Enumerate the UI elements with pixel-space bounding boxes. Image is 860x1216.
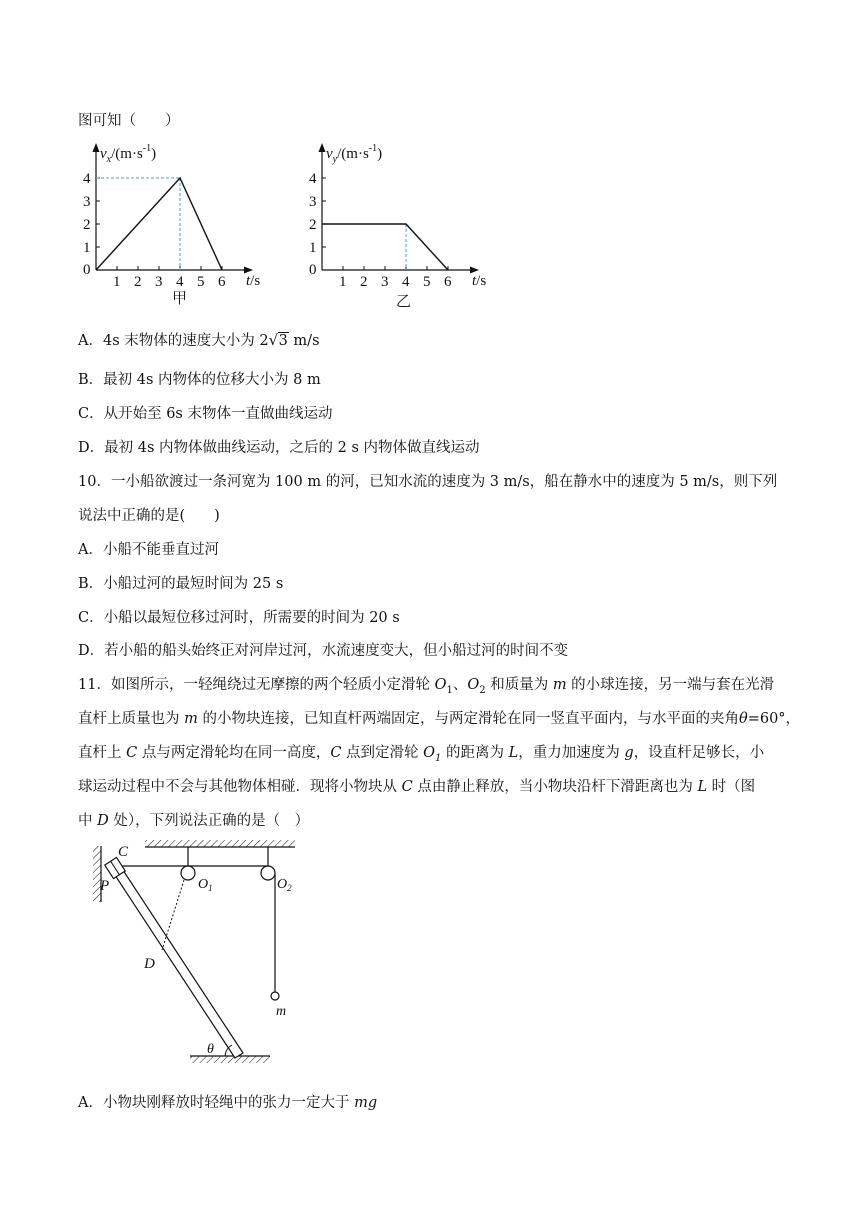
q11-stem-line2: 直杆上质量也为 m 的小物块连接，已知直杆两端固定，与两定滑轮在同一竖直平面内，与水平面的夹角θ=60°，	[78, 711, 801, 727]
chart-jia-y-label: v	[100, 146, 107, 162]
chart-yi-origin: 0	[309, 262, 317, 278]
yi-x-tick-label: 3	[381, 274, 389, 290]
ceiling-hatch	[145, 840, 295, 847]
label-m: m	[276, 1004, 287, 1019]
q11-stem-line4: 球运动过程中不会与其他物体相碰．现将小物块从 C 点由静止释放，当小物块沿杆下滑距离也为 L 时（图	[78, 779, 756, 795]
pulley-o1	[181, 866, 195, 880]
svg-text:t/s: t/s	[246, 273, 261, 289]
jia-x-tick-label: 4	[176, 274, 184, 290]
q11-stem-line1: 11．如图所示，一轻绳绕过无摩擦的两个轻质小定滑轮 $O_1$、$O_2$ 和质量为 m 的小球连接，另一端与套在光滑	[78, 677, 775, 696]
q10-stem-line2: 说法中正确的是( )	[78, 508, 220, 524]
q11-option-a: A．小物块刚释放时轻绳中的张力一定大于 mg	[78, 1095, 378, 1111]
svg-text:t/s: t/s	[472, 273, 487, 289]
q11-stem-line3: 直杆上 C 点与两定滑轮均在同一高度，C 点到定滑轮 $O_1$ 的距离为 L，重力加速度为 g，设直杆足够长，小	[78, 745, 765, 764]
chart-yi-x-label: t	[472, 273, 477, 289]
jia-x-tick-label: 1	[113, 274, 121, 290]
yi-y-tick-label: 1	[309, 240, 317, 256]
jia-y-tick-label: 1	[83, 240, 91, 256]
q9-option-d: D．最初 4s 内物体做曲线运动，之后的 2 s 内物体做直线运动	[78, 440, 480, 456]
chart-yi-caption: 乙	[396, 294, 412, 310]
jia-x-tick-label: 6	[218, 274, 226, 290]
q9-option-c: C．从开始至 6s 末物体一直做曲线运动	[78, 406, 333, 422]
inclined-rod	[109, 861, 243, 1058]
label-p: P	[100, 878, 110, 894]
svg-text:vx/(m·s-1): $v_x/(m\cdot s^{-1})$	[100, 143, 157, 165]
chart-jia	[80, 140, 280, 310]
chart-jia-origin: 0	[83, 262, 91, 278]
yi-x-tick-label: 5	[423, 274, 431, 290]
floor-hatch	[190, 1056, 270, 1063]
chart-jia-series-line	[96, 178, 222, 270]
chart-yi-y-label: v	[326, 146, 333, 162]
svg-text:O1: $O_1$	[198, 877, 213, 893]
q11-stem-line5: 中 D 处），下列说法正确的是（ ）	[78, 813, 310, 829]
yi-y-tick-label: 3	[309, 194, 317, 210]
ball-m	[271, 992, 279, 1000]
yi-y-tick-label: 2	[309, 217, 317, 233]
q10-option-a: A．小船不能垂直过河	[78, 542, 219, 558]
svg-text:O2: $O_2$	[277, 877, 292, 893]
yi-x-tick-label: 6	[444, 274, 452, 290]
q10-option-d: D．若小船的船头始终正对河岸过河，水流速度变大，但小船过河的时间不变	[78, 643, 569, 659]
label-theta: θ	[207, 1042, 214, 1057]
q10-option-b: B．小船过河的最短时间为 25 s	[78, 576, 284, 592]
q9-option-a: A．4s 末物体的速度大小为 2 √ 3 m/s	[78, 331, 320, 349]
label-c: C	[118, 844, 129, 860]
yi-x-tick-label: 1	[339, 274, 347, 290]
yi-x-tick-label: 2	[360, 274, 368, 290]
q10-option-c: C．小船以最短位移过河时，所需要的时间为 20 s	[78, 610, 400, 626]
label-d: D	[144, 956, 155, 972]
question-9-stem-tail: 图可知（ ）	[78, 113, 180, 129]
jia-y-tick-label: 4	[83, 171, 91, 187]
jia-x-tick-label: 5	[197, 274, 205, 290]
q11-figure	[90, 840, 320, 1080]
jia-y-tick-label: 2	[83, 217, 91, 233]
sqrt-symbol: √ 3	[268, 331, 288, 349]
chart-yi	[306, 140, 516, 310]
jia-y-tick-label: 3	[83, 194, 91, 210]
chart-jia-x-label: t	[246, 273, 251, 289]
chart-yi-series-line	[322, 224, 448, 270]
q9-option-b: B．最初 4s 内物体的位移大小为 8 m	[78, 372, 321, 388]
jia-x-tick-label: 3	[155, 274, 163, 290]
chart-jia-caption: 甲	[172, 291, 188, 307]
svg-text:vy/(m·s-1): $v_y/(m\cdot s^{-1})$	[326, 143, 383, 165]
jia-x-tick-label: 2	[134, 274, 142, 290]
pulley-o2	[261, 866, 275, 880]
yi-x-tick-label: 4	[402, 274, 410, 290]
q10-stem-line1: 10．一小船欲渡过一条河宽为 100 m 的河，已知水流的速度为 3 m/s，船在静水中的速度为 5 m/s，则下列	[78, 474, 778, 490]
yi-y-tick-label: 4	[309, 171, 317, 187]
